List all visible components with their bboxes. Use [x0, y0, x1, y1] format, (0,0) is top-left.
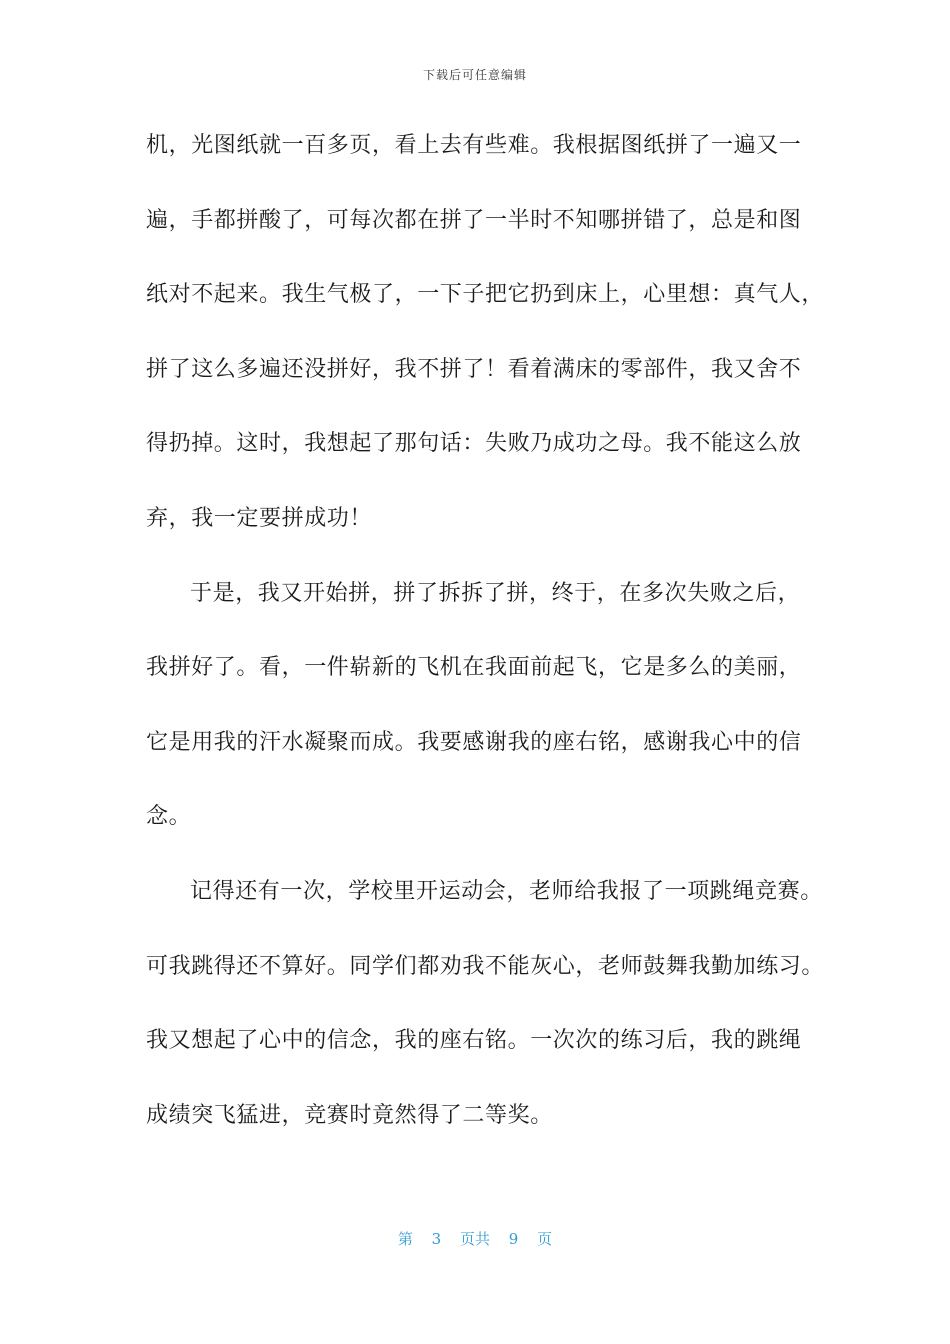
header-note: 下载后可任意编辑 [422, 68, 527, 82]
text-line: 我拼好了。看，一件崭新的飞机在我面前起飞，它是多么的美丽， [146, 655, 802, 681]
text-line: 念。 [146, 804, 192, 830]
text-line: 弃，我一定要拼成功！ [146, 505, 373, 531]
text-line: 机，光图纸就一百多页，看上去有些难。我根据图纸拼了一遍又一 [146, 133, 802, 158]
text-line: 成绩突飞猛进，竞赛时竟然得了二等奖。 [146, 1102, 553, 1128]
total-pages-number: 9 [508, 1230, 519, 1248]
document-body [146, 126, 825, 1170]
text-line: 我又想起了心中的信念，我的座右铭。一次次的练习后，我的跳绳 [146, 1028, 802, 1054]
paragraph-start-line: 于是，我又开始拼，拼了拆拆了拼，终于，在多次失败之后， [190, 580, 801, 606]
text-line: 拼了这么多遍还没拼好，我不拼了！看着满床的零部件，我又舍不 [146, 356, 802, 382]
text-line: 得扔掉。这时，我想起了那句话：失败乃成功之母。我不能这么放 [146, 431, 802, 457]
page-number-footer [0, 1228, 950, 1249]
page-middle: 页共 [459, 1230, 490, 1248]
current-page-number: 3 [431, 1230, 442, 1248]
text-line: 它是用我的汗水凝聚而成。我要感谢我的座右铭，感谢我心中的信 [146, 729, 802, 755]
text-line: 可我跳得还不算好。同学们都劝我不能灰心，老师鼓舞我勤加练习。 [146, 953, 825, 979]
page-prefix: 第 [397, 1230, 413, 1248]
page-suffix: 页 [537, 1230, 553, 1248]
text-line: 遍，手都拼酸了，可每次都在拼了一半时不知哪拼错了，总是和图 [146, 207, 802, 233]
paragraph-start-line: 记得还有一次，学校里开运动会，老师给我报了一项跳绳竞赛。 [190, 878, 823, 904]
text-line: 纸对不起来。我生气极了，一下子把它扔到床上，心里想：真气人， [146, 282, 825, 308]
